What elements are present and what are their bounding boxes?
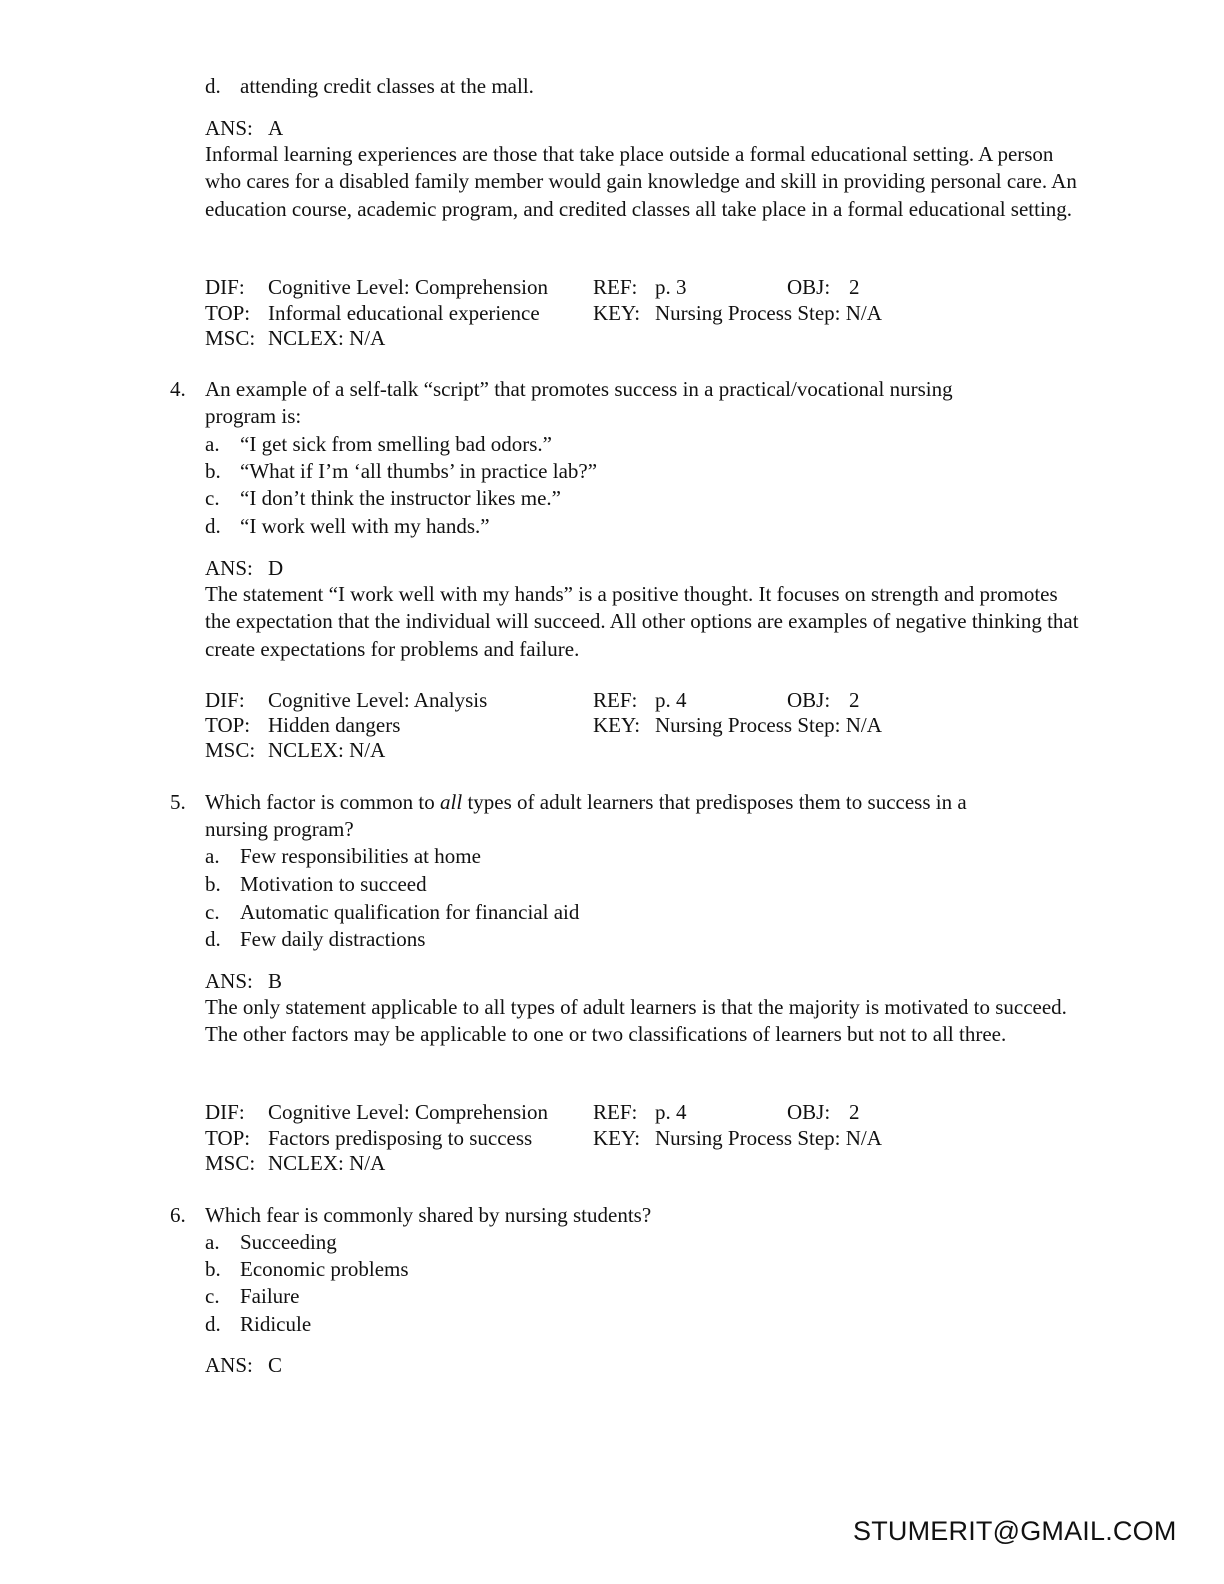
option-letter: d. xyxy=(205,1312,221,1336)
rationale: The only statement applicable to all types of adult learners is that the majority is motivated to succeed. The other factors may be applicable to one or two classifications of learners but not to all three. xyxy=(205,995,1067,1047)
rationale: Informal learning experiences are those that take place outside a formal educational setting. A person who cares for a disabled family member would gain knowledge and skill in providing personal care. An education course, academic program, and credited classes all take place in a formal educational setting. xyxy=(205,142,1077,221)
answer-label: ANS: xyxy=(205,556,253,580)
answer-label: ANS: xyxy=(205,969,253,993)
dif-label: DIF: xyxy=(205,1100,245,1124)
ref-label: REF: xyxy=(593,275,638,299)
option-letter: a. xyxy=(205,1230,220,1254)
answer-value: B xyxy=(268,969,283,993)
msc-value: NCLEX: N/A xyxy=(268,326,386,350)
dif-label: DIF: xyxy=(205,275,245,299)
answer-value: D xyxy=(268,556,284,580)
option-text: Economic problems xyxy=(240,1257,409,1281)
top-value: Factors predisposing to success xyxy=(268,1126,533,1150)
question-stem: program is: xyxy=(205,404,302,428)
option-text: “I don’t think the instructor likes me.” xyxy=(240,486,561,510)
dif-label: DIF: xyxy=(205,688,245,712)
dif-value: Cognitive Level: Comprehension xyxy=(268,275,548,299)
option-text: Motivation to succeed xyxy=(240,872,427,896)
option-letter: a. xyxy=(205,844,220,868)
option-text: “I work well with my hands.” xyxy=(240,514,490,538)
option-text: “What if I’m ‘all thumbs’ in practice lab?” xyxy=(240,459,598,483)
key-label: KEY: xyxy=(593,713,641,737)
answer-value: C xyxy=(268,1353,283,1377)
obj-value: 2 xyxy=(849,275,860,299)
dif-value: Cognitive Level: Comprehension xyxy=(268,1100,548,1124)
top-value: Hidden dangers xyxy=(268,713,401,737)
ref-value: p. 3 xyxy=(655,275,687,299)
msc-value: NCLEX: N/A xyxy=(268,1151,386,1175)
option-text: Few responsibilities at home xyxy=(240,844,481,868)
stem-emphasis: all xyxy=(440,790,463,814)
key-value: Nursing Process Step: N/A xyxy=(655,1126,882,1150)
option-letter: d. xyxy=(205,514,221,538)
watermark-email: STUMERIT@GMAIL.COM xyxy=(853,1516,1177,1546)
obj-label: OBJ: xyxy=(787,275,831,299)
msc-label: MSC: xyxy=(205,738,256,762)
option-text: Automatic qualification for financial aid xyxy=(240,900,580,924)
answer-label: ANS: xyxy=(205,1353,253,1377)
question-number: 4. xyxy=(170,377,186,401)
key-value: Nursing Process Step: N/A xyxy=(655,301,882,325)
stem-post: types of adult learners that predisposes them to success in a xyxy=(462,790,967,814)
msc-label: MSC: xyxy=(205,326,256,350)
option-letter: b. xyxy=(205,872,221,896)
top-label: TOP: xyxy=(205,301,251,325)
obj-label: OBJ: xyxy=(787,688,831,712)
question-number: 6. xyxy=(170,1203,186,1227)
option-text: Succeeding xyxy=(240,1230,337,1254)
option-text: Failure xyxy=(240,1284,300,1308)
question-number: 5. xyxy=(170,790,186,814)
option-letter: a. xyxy=(205,432,220,456)
option-letter: d. xyxy=(205,927,221,951)
key-value: Nursing Process Step: N/A xyxy=(655,713,882,737)
rationale: The statement “I work well with my hands” is a positive thought. It focuses on strength and promotes the expectation that the individual will succeed. All other options are examples of negative thinking that create expectations for problems and failure. xyxy=(205,582,1079,661)
ref-label: REF: xyxy=(593,688,638,712)
question-stem: An example of a self-talk “script” that promotes success in a practical/vocational nursing xyxy=(205,377,953,401)
option-letter: c. xyxy=(205,486,220,510)
answer-label: ANS: xyxy=(205,116,253,140)
ref-value: p. 4 xyxy=(655,688,687,712)
option-text: Ridicule xyxy=(240,1312,312,1336)
msc-value: NCLEX: N/A xyxy=(268,738,386,762)
stem-pre: Which factor is common to xyxy=(205,790,441,814)
key-label: KEY: xyxy=(593,301,641,325)
obj-value: 2 xyxy=(849,688,860,712)
option-letter: b. xyxy=(205,459,221,483)
option-letter: b. xyxy=(205,1257,221,1281)
top-label: TOP: xyxy=(205,713,251,737)
option-letter: c. xyxy=(205,900,220,924)
obj-value: 2 xyxy=(849,1100,860,1124)
top-label: TOP: xyxy=(205,1126,251,1150)
question-stem: Which fear is commonly shared by nursing students? xyxy=(205,1203,652,1227)
answer-value: A xyxy=(268,116,284,140)
option-letter: d. xyxy=(205,74,221,98)
dif-value: Cognitive Level: Analysis xyxy=(268,688,488,712)
option-text: “I get sick from smelling bad odors.” xyxy=(240,432,553,456)
msc-label: MSC: xyxy=(205,1151,256,1175)
ref-value: p. 4 xyxy=(655,1100,687,1124)
question-stem: nursing program? xyxy=(205,817,354,841)
obj-label: OBJ: xyxy=(787,1100,831,1124)
option-letter: c. xyxy=(205,1284,220,1308)
ref-label: REF: xyxy=(593,1100,638,1124)
question-stem xyxy=(205,789,967,815)
option-text: attending credit classes at the mall. xyxy=(240,74,534,98)
top-value: Informal educational experience xyxy=(268,301,540,325)
key-label: KEY: xyxy=(593,1126,641,1150)
option-text: Few daily distractions xyxy=(240,927,426,951)
